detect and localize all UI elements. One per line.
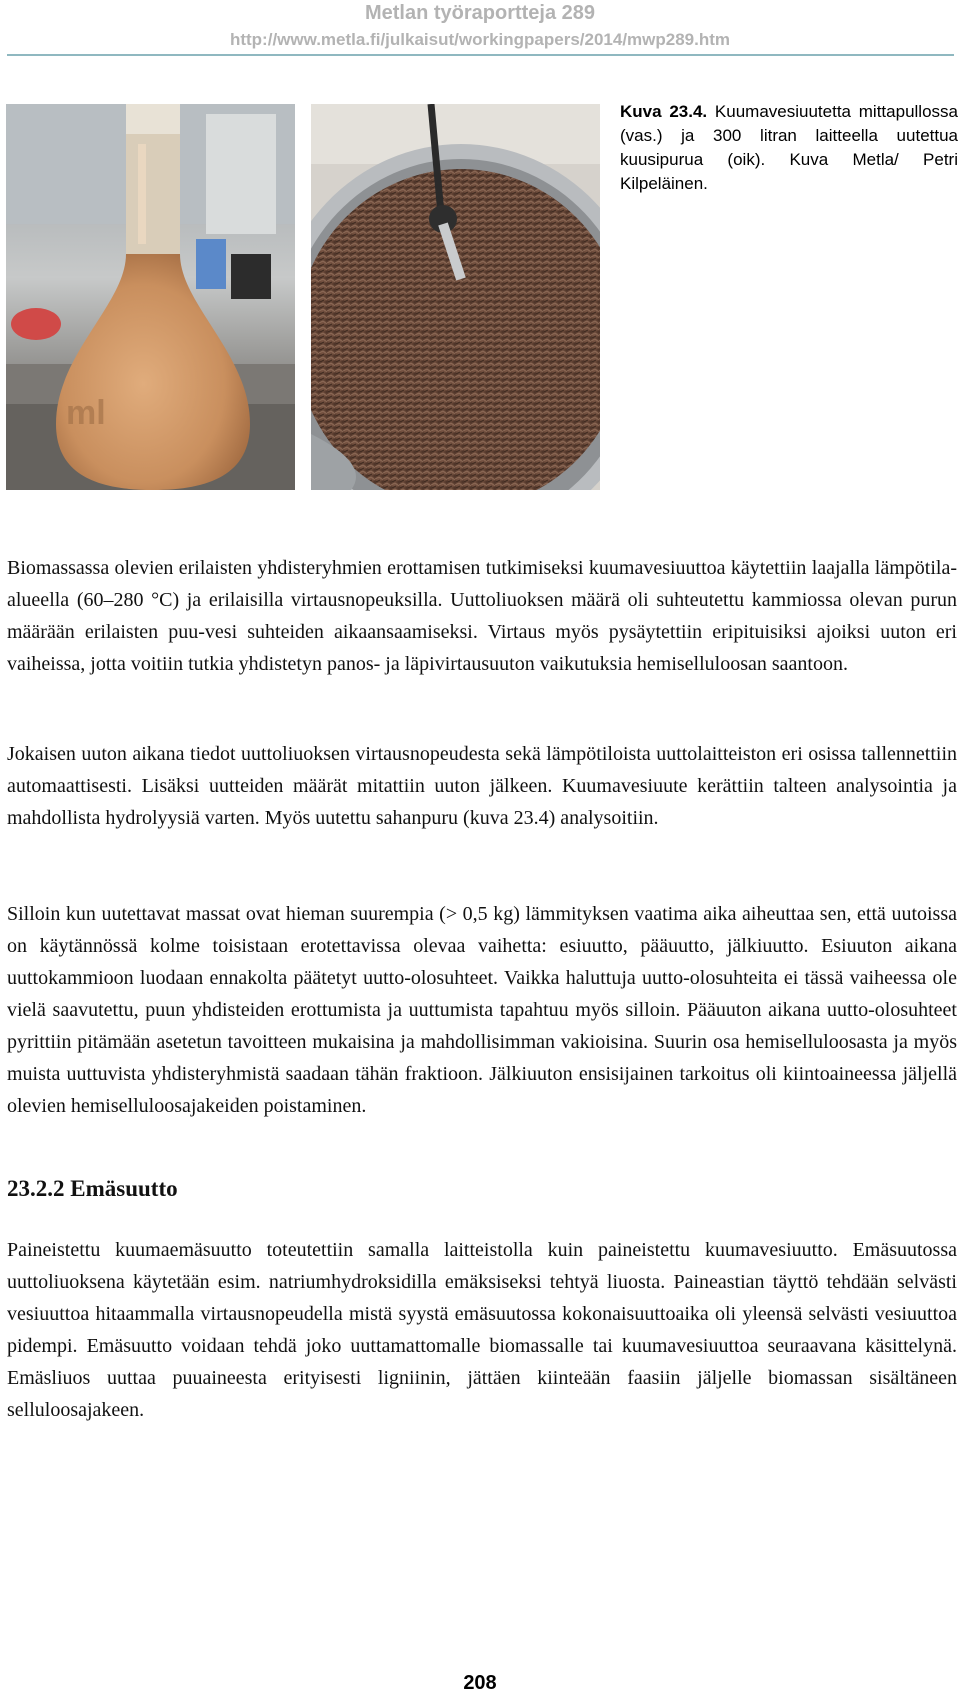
header-divider [7,54,954,56]
page-number: 208 [463,1672,497,1694]
paragraph-hot-water-extraction: Biomassassa olevien erilaisten yhdisteryhmien erottamisen tutkimiseksi kuumavesiuuttoa käytettiin laajalla lämpötila-alueella (60–280 °C) ja erilaisilla virtausnopeuksilla. Uuttoliuoksen määrä oli suhteutettu kammiossa olevan purun määrään erilaisten puu-vesi suhteiden aikaansaamiseksi. Virtaus myös pysäytettiin eripituisiksi ajoiksi uuton eri vaiheissa, jotta voitiin tutkia yhdistetyn panos- ja läpivirtausuuton vaikutuksia hemiselluloosan saantoon. [7,557,957,675]
figure-label: Kuva 23.4. [620,102,708,121]
running-header-title: Metlan työraportteja 289 [364,2,596,24]
paragraph-data-collection: Jokaisen uuton aikana tiedot uuttoliuoksen virtausnopeudesta sekä lämpötiloista uuttolaitteiston eri osissa tallennettiin automaattisesti. Lisäksi uutteiden määrät mitattiin uuton jälkeen. Kuumavesiuute kerättiin talteen analysointia ja mahdollista hydrolyysiä varten. Myös uutettu sahanpuru (kuva 23.4) analysoitiin. [7,743,957,829]
paragraph-extraction-phases: Silloin kun uutettavat massat ovat hieman suurempia (> 0,5 kg) lämmityksen vaatima aika aiheuttaa sen, että uutoissa on käytännössä kolme toisistaan erotettavissa olevaa vaihetta: esiuutto, pääuutto, jälkiuutto. Esiuuton aikana uuttokammioon luodaan ennakolta päätetyt uutto-olosuhteet. Vaikka haluttuja uutto-olosuhteita ei tässä vaiheessa ole vielä saavutettu, puun yhdisteiden erottumista ja uuttumista tapahtuu myös silloin. Pääuuton aikana uutto-olosuhteet pyrittiin pitämään asetetun tavoitteen mukaisina ja mahdollisimman vakioisina. Suurin osa hemiselluloosasta ja myös muista uuttuvista yhdisteryhmistä saadaan tähän fraktioon. Jälkiuuton ensisijainen tarkoitus oli kiintoaineessa jäljellä olevien hemiselluloosajakeiden poistaminen. [7,903,957,1117]
sawdust-photo-graphic [311,104,600,490]
section-heading: 23.2.2 Emäsuutto [7,1176,178,1201]
flask-photo [6,104,295,490]
figure-caption [620,100,958,196]
flask-photo-graphic [6,104,295,490]
running-header-url[interactable]: http://www.metla.fi/julkaisut/workingpapers/2014/mwp289.htm [229,30,731,49]
sawdust-photo [311,104,600,490]
flask-volume-mark: ml [66,394,106,432]
paragraph-alkaline-extraction: Paineistettu kuumaemäsuutto toteutettiin samalla laitteistolla kuin paineistettu kuumavesiuutto. Emäsuutossa uuttoliuoksena käytetään esim. natriumhydroksidilla emäksiseksi tehtyä liuosta. Paineastian täyttö tehdään selvästi vesiuuttoa hitaammalla virtausnopeudella mistä syystä emäsuutossa kokonaisuuttoaika oli yleensä selvästi vesiuuttoa pidempi. Emäsuutto voidaan tehdä joko uuttamattomalle biomassalle tai kuumavesiuuttoa seuraavana käsittelynä. Emäsliuos uuttaa puuaineesta erityisesti ligniinin, jättäen kiinteään faasiin jäljelle biomassan sisältäneen selluloosajakeen. [7,1239,957,1421]
figure-caption-text: Kuumavesiuutetta mittapullossa (vas.) ja 300 litran laitteella uutettua kuusipurua (oik). Kuva Metla/ Petri Kilpeläinen. [620,102,958,193]
